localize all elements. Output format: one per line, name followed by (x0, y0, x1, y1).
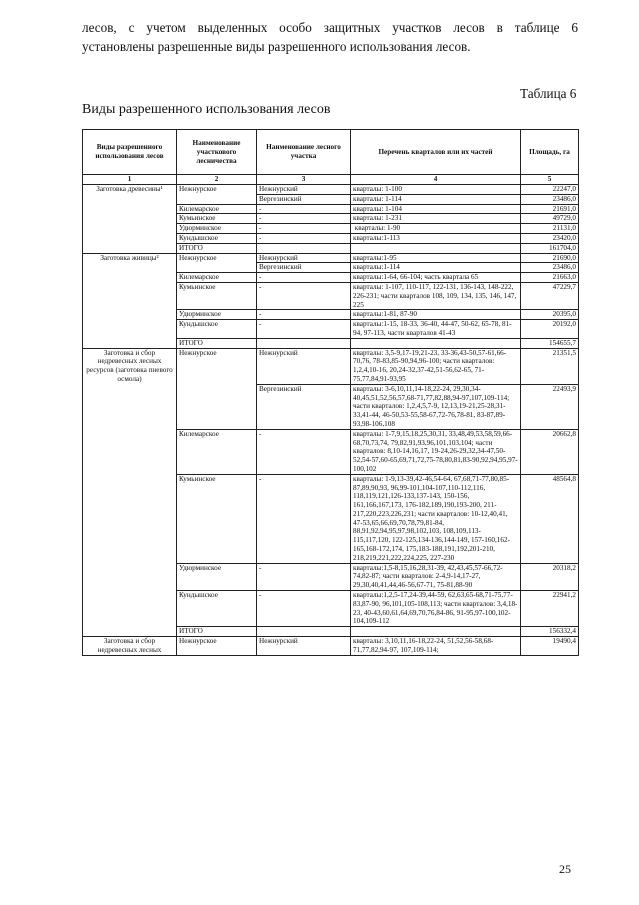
lesnichestvo-cell: Нежнурское (177, 348, 257, 429)
area-cell: 23420,0 (521, 233, 579, 243)
lesnichestvo-cell: Удюрминское (177, 563, 257, 590)
uchastok-cell: - (257, 233, 351, 243)
empty-cell (257, 243, 351, 253)
lesnichestvo-cell: Кундышское (177, 233, 257, 243)
area-cell: 20662,8 (521, 429, 579, 474)
empty-cell (257, 338, 351, 348)
lesnichestvo-cell: Нежнурское (177, 253, 257, 273)
uchastok-cell: - (257, 563, 351, 590)
lesnichestvo-cell: Кумьинское (177, 282, 257, 309)
total-area: 161704,0 (521, 243, 579, 253)
uchastok-cell: - (257, 310, 351, 320)
kvartaly-cell: кварталы:1-15, 18-33, 36-40, 44-47, 50-62, 65-78, 81-94, 97-113, части кварталов 41-43 (351, 320, 521, 339)
kvartaly-cell: кварталы: 3,10,11,16-18,22-24, 51,52,56-58,68-71,77,82,94-97, 107,109-114; (351, 637, 521, 656)
kvartaly-cell: кварталы: 1-104 (351, 204, 521, 214)
page-number: 25 (559, 862, 571, 876)
lesnichestvo-cell: Килемарское (177, 273, 257, 283)
lesnichestvo-cell: Нежнурское (177, 185, 257, 205)
area-cell: 23486,0 (521, 263, 579, 273)
col-number: 5 (521, 175, 579, 185)
area-cell: 22247,0 (521, 185, 579, 195)
uchastok-cell: - (257, 320, 351, 339)
table-row (83, 185, 579, 195)
area-cell: 21351,5 (521, 348, 579, 384)
use-type-cell: Заготовка и сбор недревесных лесных (83, 637, 177, 656)
area-cell: 21663,0 (521, 273, 579, 283)
area-cell: 22493,9 (521, 384, 579, 429)
uchastok-cell: - (257, 591, 351, 627)
table-title: Виды разрешенного использования лесов (82, 102, 331, 117)
area-cell: 21131,0 (521, 224, 579, 234)
area-cell: 20318,2 (521, 563, 579, 590)
intro-paragraph (82, 18, 578, 56)
header-uchastok: Наименование лесного участка (257, 130, 351, 175)
empty-cell (351, 338, 521, 348)
kvartaly-cell: кварталы: 1-107, 110-117, 122-131, 136-143, 148-222, 226-231; части кварталов 108, 109, 134, 135, 146, 147, 225 (351, 282, 521, 309)
lesnichestvo-cell: Кумьинское (177, 214, 257, 224)
kvartaly-cell: кварталы: 3-6,10,11,14-18,22-24, 29,30,34-40,45,51,52,56,57,68-71,77,82,88,94-97,107,109-114; части кварталов: 1,2,4,5,7-9, 12,13,19-21,25-28,31-33,41-44, 46-50,53-55,58-67,72-76,78-81, 83-87,89-93,98-106,108 (351, 384, 521, 429)
lesnichestvo-cell: Кумьинское (177, 474, 257, 563)
uchastok-cell: - (257, 429, 351, 474)
header-lesnichestvo: Наименование участкового лесничества (177, 130, 257, 175)
kvartaly-cell: кварталы:1,2,5-17,24-39,44-59, 62,63,65-68,71-75,77-83,87-90, 96,101,105-108,113; части кварталов: 3,4,18-23, 40-43,60,61,64,69,70,76,84-86, 91-95,97-100,102-104,109-112 (351, 591, 521, 627)
uchastok-cell: Вергезинский (257, 384, 351, 429)
use-type-cell: Заготовка живицы² (83, 253, 177, 348)
uchastok-cell: - (257, 273, 351, 283)
uchastok-cell: - (257, 282, 351, 309)
table-number-label: Таблица 6 (520, 86, 577, 101)
area-cell: 20395,0 (521, 310, 579, 320)
kvartaly-cell: кварталы:1-64, 66-104; часть квартала 65 (351, 273, 521, 283)
total-label: ИТОГО (177, 627, 257, 637)
table-row (83, 253, 579, 263)
forest-use-table (82, 129, 579, 656)
lesnichestvo-cell: Удюрминское (177, 310, 257, 320)
empty-cell (351, 243, 521, 253)
area-cell: 21690,0 (521, 253, 579, 263)
table-row (83, 637, 579, 656)
use-type-cell: Заготовка и сбор недревесных лесных ресурсов (заготовка пневого осмола) (83, 348, 177, 637)
header-use: Виды разрешенного использования лесов (83, 130, 177, 175)
lesnichestvo-cell: Килемарское (177, 429, 257, 474)
uchastok-cell: - (257, 224, 351, 234)
kvartaly-cell: кварталы: 1-7,9,15,18,25,30,31, 33,48,49,53,58,59,66-68,70,73,74, 79,82,91,93,96,101,103,104; части кварталов: 8,10-14,16,17, 19-24,26-29,32,34-47,50-52,54-57,60-65,69,71,72,75-78,80,81,83-90,92,94,95,97-100,102 (351, 429, 521, 474)
column-numbers-row (83, 175, 579, 185)
total-label: ИТОГО (177, 338, 257, 348)
kvartaly-cell: кварталы: 1-90 (351, 224, 521, 234)
uchastok-cell: Вергезинский (257, 263, 351, 273)
table-row (83, 348, 579, 384)
lesnichestvo-cell: Нежнурское (177, 637, 257, 656)
kvartaly-cell: кварталы:1-81, 87-90 (351, 310, 521, 320)
area-cell: 23486,0 (521, 194, 579, 204)
kvartaly-cell: кварталы: 3,5-9,17-19,21-23, 33-36,43-50,57-61,66-70,76, 78-83,85-90,94,96-100; части кварталов: 1,2,4,10-16, 20,24-32,37-42,51-56,62-65, 71-75,77,84,91-93,95 (351, 348, 521, 384)
kvartaly-cell: кварталы: 1-100 (351, 185, 521, 195)
empty-cell (351, 627, 521, 637)
area-cell: 47229,7 (521, 282, 579, 309)
kvartaly-cell: кварталы:1-113 (351, 233, 521, 243)
uchastok-cell: - (257, 474, 351, 563)
uchastok-cell: Нежнурский (257, 253, 351, 263)
uchastok-cell: Нежнурский (257, 637, 351, 656)
uchastok-cell: Нежнурский (257, 185, 351, 195)
kvartaly-cell: кварталы: 1-231 (351, 214, 521, 224)
total-area: 154655,7 (521, 338, 579, 348)
area-cell: 21691,0 (521, 204, 579, 214)
use-type-cell: Заготовка древесины¹ (83, 185, 177, 254)
intro-line-1: лесов, с учетом выделенных особо защитных участков лесов в таблице 6 (82, 20, 578, 35)
area-cell: 48564,8 (521, 474, 579, 563)
lesnichestvo-cell: Кундышское (177, 320, 257, 339)
lesnichestvo-cell: Удюрминское (177, 224, 257, 234)
uchastok-cell: Вергезинский (257, 194, 351, 204)
uchastok-cell: - (257, 204, 351, 214)
kvartaly-cell: кварталы:1,5-8,15,16,28,31-39, 42,43,45,57-66,72-74,82-87; части кварталов: 2-4,9-14,17-27, 29,30,40,41,44,46-56,67-71, 75-81,88-90 (351, 563, 521, 590)
total-area: 156332,4 (521, 627, 579, 637)
area-cell: 19490,4 (521, 637, 579, 656)
col-number: 4 (351, 175, 521, 185)
col-number: 2 (177, 175, 257, 185)
kvartaly-cell: кварталы: 1-9,13-39,42-46,54-64, 67,68,71-77,80,85-87,89,90,93, 96,99-101,104-107,110-112,116, 118,119,121,126-133,137-143, 150-156, 161,166,167,173, 176-182,189,190,193-200, 211-217,220,223,226,231; части кварталов: 10-12,40,41, 47-53,65,66,69,70,78,79,81-84, 88,91,92,94,95,97,98,102,103, 108,109,113-115,117,120, 122-125,134-136,144-149, 157-160,162-165,168-172,174, 175,183-188,191,192,201-210, 218,219,221,222,224,225, 227-230 (351, 474, 521, 563)
kvartaly-cell: кварталы:1-95 (351, 253, 521, 263)
lesnichestvo-cell: Килемарское (177, 204, 257, 214)
area-cell: 49729,0 (521, 214, 579, 224)
col-number: 3 (257, 175, 351, 185)
col-number: 1 (83, 175, 177, 185)
intro-line-2: установлены разрешенные виды разрешенного использования лесов. (82, 39, 471, 54)
lesnichestvo-cell: Кундышское (177, 591, 257, 627)
kvartaly-cell: кварталы:1-114 (351, 263, 521, 273)
header-kvartaly: Перечень кварталов или их частей (351, 130, 521, 175)
header-area: Площадь, га (521, 130, 579, 175)
header-row (83, 130, 579, 175)
uchastok-cell: - (257, 214, 351, 224)
area-cell: 22941,2 (521, 591, 579, 627)
empty-cell (257, 627, 351, 637)
total-label: ИТОГО (177, 243, 257, 253)
area-cell: 20192,0 (521, 320, 579, 339)
kvartaly-cell: кварталы: 1-114 (351, 194, 521, 204)
uchastok-cell: Нежнурский (257, 348, 351, 384)
